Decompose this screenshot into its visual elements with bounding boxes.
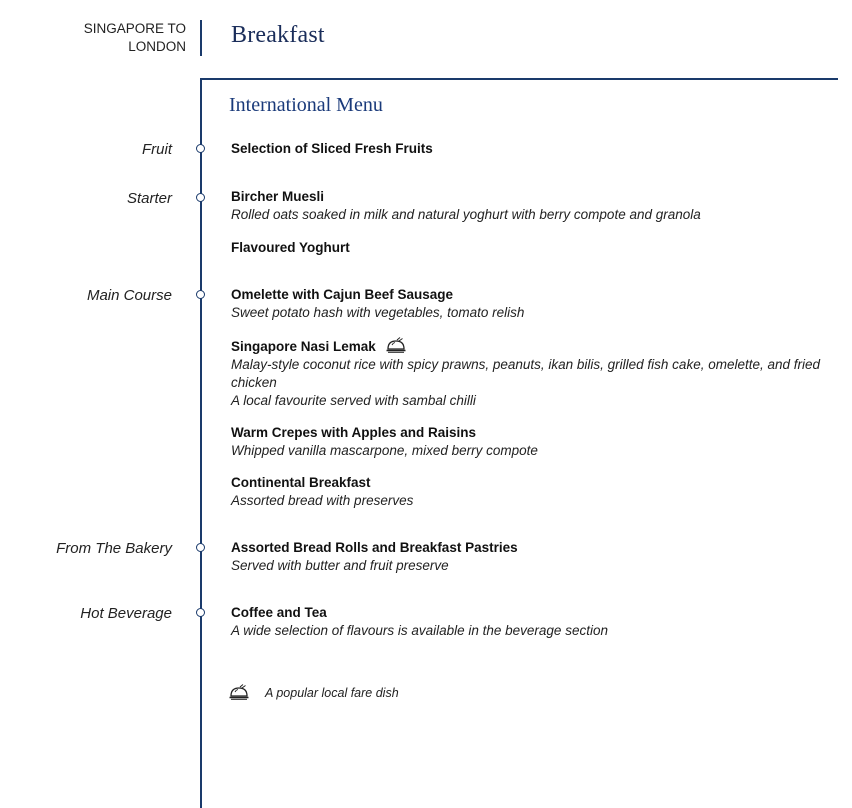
dish-description: Served with butter and fruit preserve xyxy=(231,558,449,573)
timeline-top-rule xyxy=(200,78,838,80)
dish-item xyxy=(231,140,821,158)
route-origin: SINGAPORE TO xyxy=(83,21,186,36)
dish-name: Assorted Bread Rolls and Breakfast Pastries xyxy=(231,540,518,555)
dish-name: Warm Crepes with Apples and Raisins xyxy=(231,425,477,440)
course-label-starter: Starter xyxy=(126,190,172,207)
dish-description-note: A local favourite served with sambal chilli xyxy=(231,393,476,408)
dish-name: Bircher Muesli xyxy=(231,189,325,204)
course-node-icon xyxy=(196,290,205,299)
dish-item xyxy=(231,539,821,575)
popular-local-fare-icon xyxy=(229,684,249,700)
dish-name: Flavoured Yoghurt xyxy=(231,240,350,255)
course-label-hot-beverage: Hot Beverage xyxy=(80,605,172,622)
dish-item xyxy=(231,604,821,640)
dish-description: Malay-style coconut rice with spicy prawns, peanuts, ikan bilis, grilled fish cake, omelette, and fried chicken xyxy=(231,357,821,390)
dish-item xyxy=(231,239,821,257)
dish-name: Omelette with Cajun Beef Sausage xyxy=(231,287,454,302)
dish-item xyxy=(231,188,821,224)
route-destination: LONDON xyxy=(128,39,186,54)
course-label-fruit: Fruit xyxy=(142,141,172,158)
section-title: International Menu xyxy=(229,94,383,116)
legend-text: A popular local fare dish xyxy=(265,686,399,700)
course-node-icon xyxy=(196,144,205,153)
dish-item xyxy=(231,474,821,510)
dish-name-row xyxy=(231,337,821,356)
course-node-icon xyxy=(196,543,205,552)
dish-name: Selection of Sliced Fresh Fruits xyxy=(231,141,433,156)
dish-description: Assorted bread with preserves xyxy=(231,493,414,508)
dish-item xyxy=(231,286,821,322)
dish-description: Rolled oats soaked in milk and natural yoghurt with berry compote and granola xyxy=(231,207,701,222)
header-divider xyxy=(200,20,202,56)
dish-description: A wide selection of flavours is available in the beverage section xyxy=(231,623,608,638)
page-title: Breakfast xyxy=(231,22,325,48)
dish-name: Coffee and Tea xyxy=(231,605,327,620)
course-label-from-the-bakery: From The Bakery xyxy=(56,540,172,557)
course-label-main-course: Main Course xyxy=(86,287,172,304)
popular-local-fare-icon xyxy=(386,337,406,353)
dish-description: Whipped vanilla mascarpone, mixed berry compote xyxy=(231,443,538,458)
dish-name: Continental Breakfast xyxy=(231,475,371,490)
dish-description: Sweet potato hash with vegetables, tomato relish xyxy=(231,305,525,320)
course-node-icon xyxy=(196,608,205,617)
dish-name: Singapore Nasi Lemak xyxy=(231,339,376,354)
timeline-line xyxy=(200,78,202,808)
route-label xyxy=(40,20,186,56)
dish-item xyxy=(231,337,821,410)
dish-item xyxy=(231,424,821,460)
course-node-icon xyxy=(196,193,205,202)
